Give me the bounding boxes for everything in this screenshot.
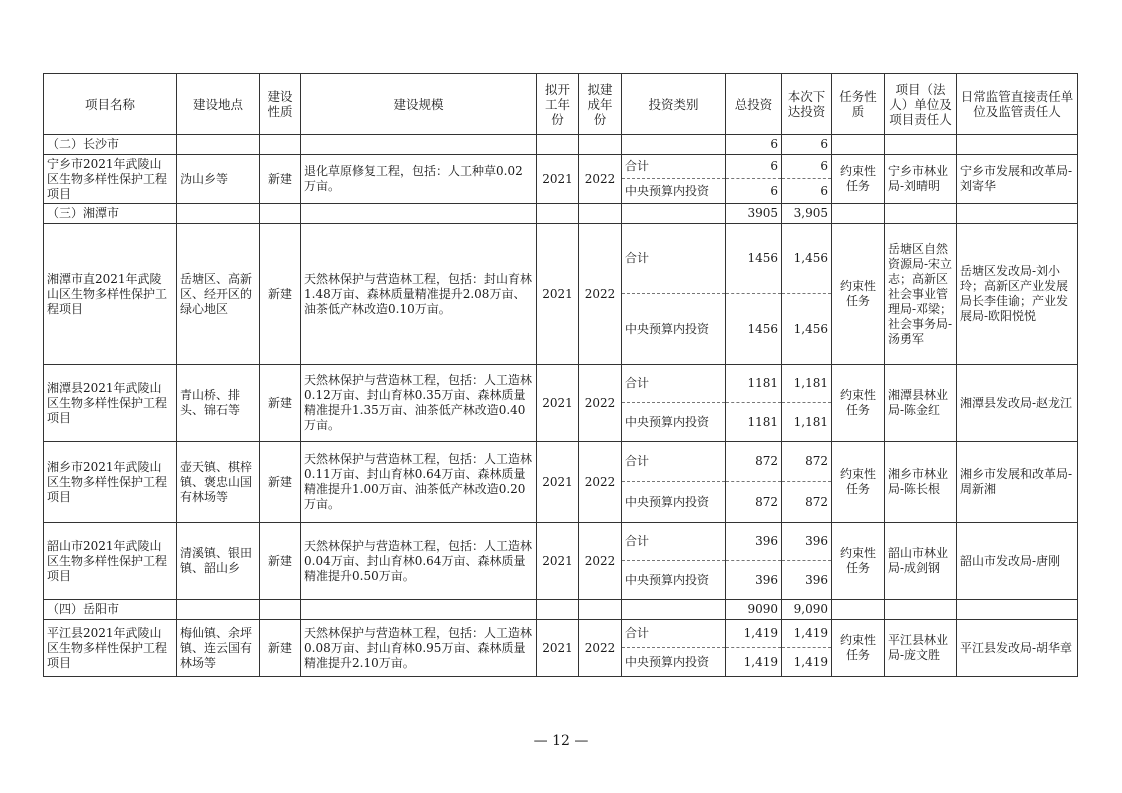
empty-cell [537,135,579,155]
project-table [43,73,1078,677]
issued-central: 872 [805,494,828,509]
empty-cell [832,600,885,620]
total-sum: 1,419 [726,620,781,648]
issued-sum: 396 [782,523,831,561]
header-row [44,74,1078,135]
empty-cell [260,204,301,224]
project-start: 2021 [537,442,579,523]
invest-type-cell [622,365,726,442]
total-cell [726,155,782,204]
project-nature: 新建 [260,620,301,677]
issued-central: 1,181 [793,414,828,429]
project-supervisor: 湘潭县发改局-赵龙江 [957,365,1078,442]
project-name: 平江县2021年武陵山区生物多样性保护工程项目 [44,620,177,677]
header-end-year: 拟建成年份 [579,74,622,135]
project-name: 湘潭市直2021年武陵山区生物多样性保护工程项目 [44,224,177,365]
header-name: 项目名称 [44,74,177,135]
header-invest-type: 投资类别 [622,74,726,135]
task-nature: 约束性任务 [832,523,885,600]
table-row [44,600,1078,620]
project-start: 2021 [537,155,579,204]
project-supervisor: 岳塘区发改局-刘小玲；高新区产业发展局长李佳谕；产业发展局-欧阳悦悦 [957,224,1078,365]
project-location: 青山桥、排头、锦石等 [177,365,260,442]
header-scale: 建设规模 [301,74,537,135]
project-location: 岳塘区、高新区、经开区的绿心地区 [177,224,260,365]
total-sum: 872 [726,442,781,482]
project-nature: 新建 [260,155,301,204]
issued-cell [782,365,832,442]
invest-type-cell [622,523,726,600]
header-issued: 本次下达投资 [782,74,832,135]
project-location: 梅仙镇、余坪镇、连云国有林场等 [177,620,260,677]
empty-cell [260,135,301,155]
total-sum: 6 [726,155,781,179]
empty-cell [622,135,726,155]
issued-central: 1,419 [793,654,828,669]
project-nature: 新建 [260,365,301,442]
project-supervisor: 韶山市发改局-唐刚 [957,523,1078,600]
invest-type-cell [622,155,726,204]
header-start-year: 拟开工年份 [537,74,579,135]
project-location: 壶天镇、棋梓镇、褒忠山国有林场等 [177,442,260,523]
invest-central-label: 中央预算内投资 [625,183,710,198]
project-scale: 天然林保护与营造林工程，包括：封山育林1.48万亩、森林质量精准提升2.08万亩、油茶低产林改造0.10万亩。 [301,224,537,365]
project-start: 2021 [537,523,579,600]
task-nature: 约束性任务 [832,365,885,442]
total-sum: 396 [726,523,781,561]
project-scale: 天然林保护与营造林工程，包括：人工造林0.08万亩、封山育林0.95万亩、森林质量精准提升2.10万亩。 [301,620,537,677]
project-end: 2022 [579,365,622,442]
project-nature: 新建 [260,442,301,523]
project-owner: 韶山市林业局-成剑钢 [885,523,957,600]
project-owner: 平江县林业局-庞文胜 [885,620,957,677]
total-cell [726,620,782,677]
city-name: （四）岳阳市 [44,600,177,620]
project-start: 2021 [537,620,579,677]
task-nature: 约束性任务 [832,442,885,523]
project-owner: 宁乡市林业局-刘晴明 [885,155,957,204]
task-nature: 约束性任务 [832,620,885,677]
project-end: 2022 [579,620,622,677]
empty-cell [537,204,579,224]
page-number: — 12 — [533,733,589,749]
empty-cell [957,135,1078,155]
total-cell [726,523,782,600]
city-name: （三）湘潭市 [44,204,177,224]
empty-cell [579,204,622,224]
empty-cell [177,204,260,224]
table-row [44,442,1078,523]
project-name: 湘乡市2021年武陵山区生物多样性保护工程项目 [44,442,177,523]
project-owner: 湘乡市林业局-陈长根 [885,442,957,523]
total-central: 6 [770,183,778,198]
empty-cell [260,600,301,620]
project-nature: 新建 [260,224,301,365]
issued-cell [782,155,832,204]
issued-central: 396 [805,572,828,587]
issued-sum: 1,456 [782,224,831,294]
invest-central-label: 中央预算内投资 [625,654,710,669]
table-row [44,135,1078,155]
document-page [43,73,1077,677]
project-scale: 天然林保护与营造林工程，包括：人工造林0.12万亩、封山育林0.35万亩、森林质量精准提升1.35万亩、油茶低产林改造0.40万亩。 [301,365,537,442]
project-name: 湘潭县2021年武陵山区生物多样性保护工程项目 [44,365,177,442]
project-supervisor: 湘乡市发展和改革局-周新湘 [957,442,1078,523]
issued-cell [782,224,832,365]
project-name: 宁乡市2021年武陵山区生物多样性保护工程项目 [44,155,177,204]
invest-central-label: 中央预算内投资 [625,572,710,587]
invest-type-cell [622,620,726,677]
table-row [44,204,1078,224]
total-cell [726,224,782,365]
empty-cell [301,204,537,224]
city-total: 3905 [726,204,782,224]
total-sum: 1181 [726,365,781,403]
empty-cell [832,204,885,224]
invest-central-label: 中央预算内投资 [625,321,710,336]
city-issued: 3,905 [782,204,832,224]
invest-sum-label: 合计 [622,523,725,561]
issued-sum: 872 [782,442,831,482]
invest-sum-label: 合计 [622,155,725,179]
project-end: 2022 [579,155,622,204]
project-name: 韶山市2021年武陵山区生物多样性保护工程项目 [44,523,177,600]
header-task: 任务性质 [832,74,885,135]
empty-cell [177,600,260,620]
issued-cell [782,523,832,600]
total-central: 396 [755,572,778,587]
empty-cell [885,600,957,620]
city-name: （二）长沙市 [44,135,177,155]
header-nature: 建设性质 [260,74,301,135]
project-supervisor: 宁乡市发展和改革局-刘寄华 [957,155,1078,204]
empty-cell [885,135,957,155]
issued-central: 6 [820,183,828,198]
total-central: 872 [755,494,778,509]
issued-cell [782,442,832,523]
empty-cell [177,135,260,155]
total-central: 1181 [747,414,778,429]
empty-cell [885,204,957,224]
project-scale: 退化草原修复工程，包括：人工种草0.02万亩。 [301,155,537,204]
invest-central-label: 中央预算内投资 [625,494,710,509]
project-start: 2021 [537,224,579,365]
invest-type-cell [622,224,726,365]
invest-type-cell [622,442,726,523]
empty-cell [301,135,537,155]
issued-sum: 1,181 [782,365,831,403]
project-owner: 岳塘区自然资源局-宋立志；高新区社会事业管理局-邓梁；社会事务局-汤勇军 [885,224,957,365]
project-scale: 天然林保护与营造林工程，包括：人工造林0.11万亩、封山育林0.64万亩、森林质量精准提升1.00万亩、油茶低产林改造0.20万亩。 [301,442,537,523]
city-total: 9090 [726,600,782,620]
empty-cell [537,600,579,620]
total-cell [726,365,782,442]
empty-cell [579,135,622,155]
project-nature: 新建 [260,523,301,600]
table-row [44,155,1078,204]
project-end: 2022 [579,523,622,600]
header-owner: 项目（法人）单位及项目责任人 [885,74,957,135]
empty-cell [579,600,622,620]
issued-sum: 6 [782,155,831,179]
invest-sum-label: 合计 [622,365,725,403]
empty-cell [301,600,537,620]
total-central: 1,419 [743,654,778,669]
invest-sum-label: 合计 [622,224,725,294]
table-row [44,365,1078,442]
invest-sum-label: 合计 [622,620,725,648]
project-location: 清溪镇、银田镇、韶山乡 [177,523,260,600]
project-location: 沩山乡等 [177,155,260,204]
table-row [44,224,1078,365]
city-total: 6 [726,135,782,155]
empty-cell [622,600,726,620]
empty-cell [622,204,726,224]
invest-sum-label: 合计 [622,442,725,482]
city-issued: 9,090 [782,600,832,620]
table-row [44,620,1078,677]
invest-central-label: 中央预算内投资 [625,414,710,429]
issued-cell [782,620,832,677]
issued-central: 1,456 [793,321,828,336]
header-total: 总投资 [726,74,782,135]
total-central: 1456 [747,321,778,336]
task-nature: 约束性任务 [832,224,885,365]
empty-cell [957,204,1078,224]
total-cell [726,442,782,523]
project-end: 2022 [579,224,622,365]
project-start: 2021 [537,365,579,442]
project-owner: 湘潭县林业局-陈金红 [885,365,957,442]
header-location: 建设地点 [177,74,260,135]
issued-sum: 1,419 [782,620,831,648]
table-row [44,523,1078,600]
city-issued: 6 [782,135,832,155]
empty-cell [957,600,1078,620]
project-supervisor: 平江县发改局-胡华章 [957,620,1078,677]
empty-cell [832,135,885,155]
task-nature: 约束性任务 [832,155,885,204]
project-end: 2022 [579,442,622,523]
project-scale: 天然林保护与营造林工程，包括：人工造林0.04万亩、封山育林0.64万亩、森林质量精准提升0.50万亩。 [301,523,537,600]
header-supervisor: 日常监管直接责任单位及监管责任人 [957,74,1078,135]
total-sum: 1456 [726,224,781,294]
